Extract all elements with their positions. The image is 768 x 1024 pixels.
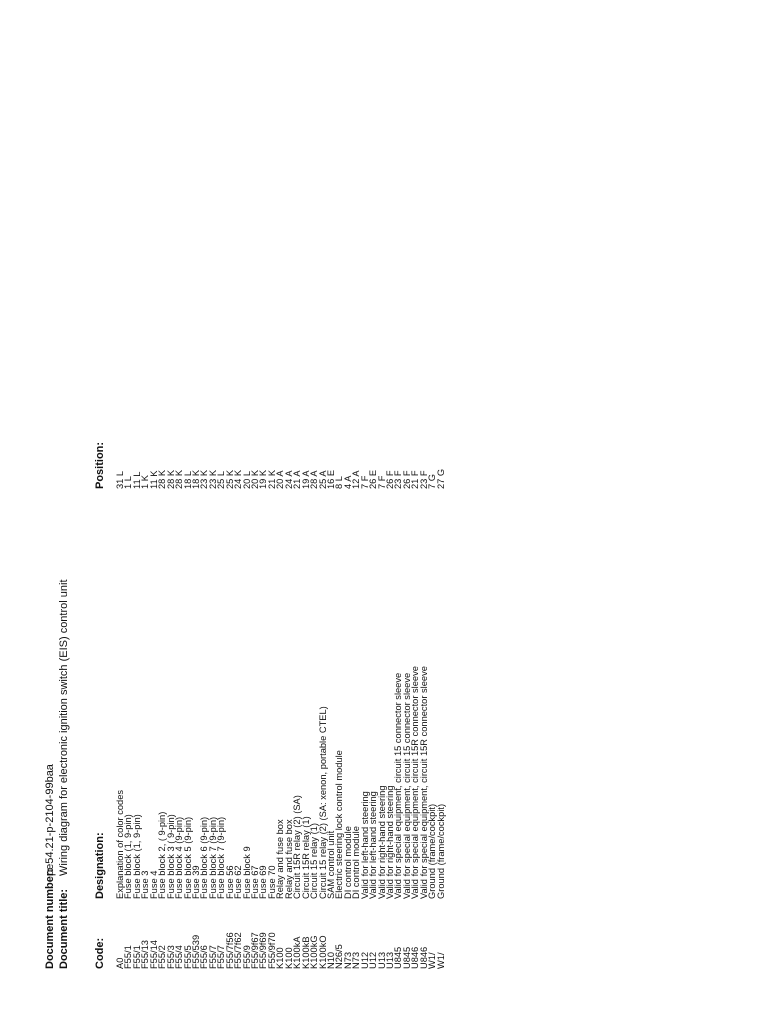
row-designation: Valid for special equipment, circuit 15 connector sleeve bbox=[401, 672, 412, 899]
row-position: 24 A bbox=[283, 470, 294, 489]
document-number-value: pe54.21-p-2104-99baa bbox=[44, 764, 56, 876]
row-designation: Fuse 4 bbox=[148, 870, 159, 899]
row-position: 26 E bbox=[368, 469, 379, 489]
legend-table bbox=[116, 0, 445, 1024]
row-designation: Relay and fuse box bbox=[283, 819, 294, 899]
row-position: 7 F bbox=[376, 475, 387, 489]
row-designation: Ground (frame/cockpit) bbox=[427, 803, 438, 899]
row-position: 21 A bbox=[292, 470, 303, 489]
row-position: 25 L bbox=[216, 470, 227, 489]
table-row bbox=[437, 0, 445, 1024]
row-position: 28 K bbox=[157, 469, 168, 489]
row-code: F55/5 bbox=[182, 945, 193, 969]
row-position: 24 K bbox=[233, 469, 244, 489]
row-code: K100kB bbox=[300, 936, 311, 969]
row-code: U13 bbox=[376, 951, 387, 969]
row-position: 23 K bbox=[207, 469, 218, 489]
row-designation: Explanation of color codes bbox=[115, 789, 125, 899]
row-designation: Valid for special equipment, circuit 15 connector sleeve bbox=[393, 672, 404, 899]
row-position: 27 G bbox=[435, 468, 446, 489]
row-position: 28 K bbox=[165, 469, 176, 489]
column-header-designation: Designation: bbox=[94, 832, 106, 899]
row-code: F55/7 bbox=[216, 945, 227, 969]
row-code: F55/9f70 bbox=[266, 932, 277, 969]
row-designation: Circuit 15 relay (1) bbox=[309, 823, 320, 899]
row-code: F55/9 bbox=[241, 945, 252, 969]
row-designation: Circuit 15R relay (1) bbox=[300, 816, 311, 899]
row-position: 26 F bbox=[385, 470, 395, 489]
row-code: N73 bbox=[351, 951, 362, 969]
row-code: F55/1 bbox=[131, 945, 142, 969]
row-designation: Fuse block 3 ( 9-pin) bbox=[165, 814, 176, 899]
document-title-row bbox=[57, 579, 71, 969]
row-designation: Valid for right-hand steering bbox=[376, 785, 387, 899]
row-position: 8 L bbox=[334, 476, 345, 489]
row-position: 20 K bbox=[250, 469, 260, 489]
row-code: N10 bbox=[325, 951, 336, 969]
row-designation: Circuit 15R relay (2) (SA) bbox=[292, 795, 303, 899]
row-position: 12 A bbox=[351, 470, 362, 489]
row-designation: Fuse block 5 (9-pin) bbox=[182, 816, 193, 899]
row-position: 16 E bbox=[325, 469, 336, 489]
row-code: U845 bbox=[393, 946, 404, 969]
row-code: K100kG bbox=[309, 935, 320, 969]
row-designation: Fuse block 2, ( 9-pin) bbox=[157, 811, 168, 899]
row-position: 1 L bbox=[123, 476, 134, 489]
row-code: W1/ bbox=[435, 952, 446, 969]
row-position: 26 F bbox=[401, 470, 412, 489]
row-code: F55/14 bbox=[148, 940, 159, 969]
row-code: U12 bbox=[359, 951, 370, 969]
document-number-label: Document number: bbox=[44, 868, 56, 969]
row-designation: Valid for special equipment, circuit 15R connector sleeve bbox=[418, 666, 429, 899]
row-code: K100 bbox=[275, 947, 286, 969]
row-code: F55/539 bbox=[190, 934, 201, 969]
row-position: 20 A bbox=[275, 470, 286, 489]
row-code: U13 bbox=[385, 951, 395, 969]
row-position: 18 K bbox=[190, 469, 201, 489]
column-header-position: Position: bbox=[94, 441, 106, 489]
row-position: 19 A bbox=[300, 470, 311, 489]
row-code: K100 bbox=[283, 947, 294, 969]
row-designation: Fuse block 7 (9-pin) bbox=[216, 816, 227, 899]
row-designation: Relay and fuse box bbox=[275, 819, 286, 899]
row-designation: Fuse block (1, 9-pin) bbox=[123, 814, 134, 899]
row-position: 21 K bbox=[266, 469, 277, 489]
row-code: K100kO bbox=[317, 935, 328, 969]
row-code: F55/6 bbox=[199, 945, 210, 969]
row-position: 28 A bbox=[309, 470, 320, 489]
row-code: U846 bbox=[410, 946, 421, 969]
row-position: 21 F bbox=[410, 470, 421, 489]
row-designation: Fuse block 4 (9-pin) bbox=[174, 816, 185, 899]
row-code: K100kA bbox=[292, 936, 303, 969]
row-code: F55/9f69 bbox=[258, 932, 269, 969]
row-designation: Fuse 67 bbox=[250, 865, 260, 899]
row-position: 19 K bbox=[258, 469, 269, 489]
row-code: F55/7 bbox=[207, 945, 218, 969]
row-designation: Fuse block 6 (9-pin) bbox=[199, 816, 210, 899]
row-designation: DI control module bbox=[351, 826, 362, 899]
row-position: 25 K bbox=[224, 469, 235, 489]
row-code: F55/3 bbox=[165, 945, 176, 969]
row-position: 23 F bbox=[418, 470, 429, 489]
row-designation: Fuse 56 bbox=[224, 865, 235, 899]
row-designation: Fuse 62 bbox=[233, 865, 244, 899]
row-code: F55/9f67 bbox=[250, 932, 260, 969]
document-number-row bbox=[43, 579, 57, 969]
row-designation: Valid for right-hand steering bbox=[385, 785, 395, 899]
row-designation: SAM control unit bbox=[325, 830, 336, 899]
row-position: 7 F bbox=[359, 475, 370, 489]
row-code: A0 bbox=[115, 957, 125, 969]
document-title-label: Document title: bbox=[58, 888, 70, 969]
row-position: 23 F bbox=[393, 470, 404, 489]
column-header-code: Code: bbox=[94, 937, 106, 969]
row-code: F55/2 bbox=[157, 945, 168, 969]
row-designation: DI control module bbox=[342, 826, 353, 899]
row-position: 7 G bbox=[427, 474, 438, 489]
row-designation: Valid for special equipment, circuit 15R connector sleeve bbox=[410, 666, 421, 899]
row-designation: Valid for left-hand steering bbox=[368, 791, 379, 899]
document-meta bbox=[43, 579, 71, 969]
row-code: U846 bbox=[418, 946, 429, 969]
row-code: F55/4 bbox=[174, 945, 185, 969]
row-designation: Ground (frame/cockpit) bbox=[435, 803, 446, 899]
row-designation: Fuse 3 bbox=[140, 870, 151, 899]
row-position: 20 L bbox=[241, 470, 252, 489]
row-designation: Fuse 70 bbox=[266, 865, 277, 899]
document-title-value: Wiring diagram for electronic ignition switch (EIS) control unit bbox=[58, 579, 70, 876]
row-code: F55/1 bbox=[123, 945, 134, 969]
row-position: 4 A bbox=[342, 475, 353, 489]
row-code: F55/7f62 bbox=[233, 932, 244, 969]
row-position: 11 L bbox=[131, 471, 142, 489]
row-position: 11 K bbox=[148, 470, 159, 489]
row-designation: Fuse 69 bbox=[258, 865, 269, 899]
row-code: U845 bbox=[401, 946, 412, 969]
row-designation: Fuse block (1, 9-pin) bbox=[131, 814, 142, 899]
row-position: 18 L bbox=[182, 470, 193, 489]
row-position: 28 K bbox=[174, 469, 185, 489]
row-position: 25 A bbox=[317, 470, 328, 489]
row-designation: Fuse block 7 (9-pin) bbox=[207, 816, 218, 899]
row-code: F55/13 bbox=[140, 940, 151, 969]
row-code: N73 bbox=[342, 951, 353, 969]
row-code: W1/ bbox=[427, 952, 438, 969]
row-designation: Circuit 15 relay (2) (SA: xenon, portable CTEL) bbox=[317, 706, 328, 899]
row-designation: Fuse 39 bbox=[190, 865, 201, 899]
row-code: U12 bbox=[368, 951, 379, 969]
row-position: 23 K bbox=[199, 469, 210, 489]
row-position: 1 K bbox=[140, 475, 151, 489]
row-position: 31 L bbox=[115, 470, 125, 489]
row-code: N26/5 bbox=[334, 944, 345, 969]
row-code: F55/7f56 bbox=[224, 932, 235, 969]
row-designation: Valid for left-hand steering bbox=[359, 791, 370, 899]
row-designation: Electric steering lock control module bbox=[334, 750, 345, 899]
row-designation: Fuse block 9 bbox=[241, 846, 252, 899]
